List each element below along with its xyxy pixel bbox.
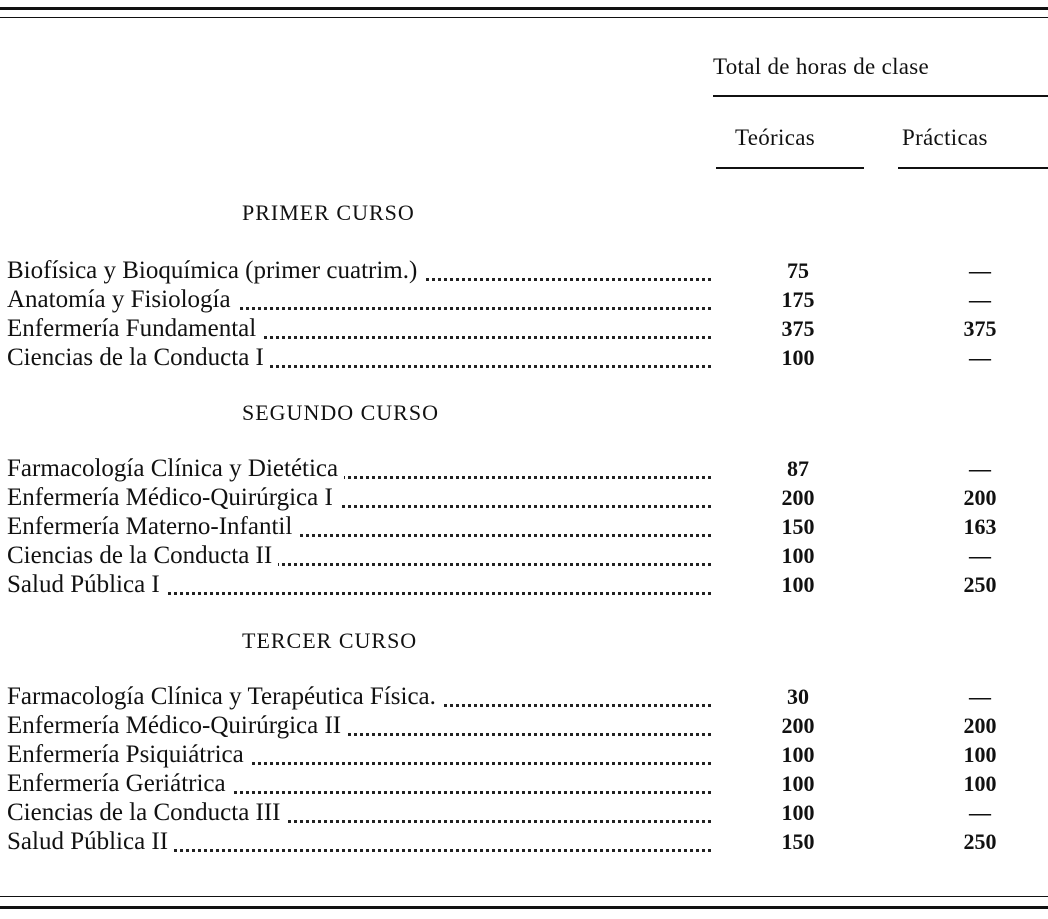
practicas-value: — (969, 456, 991, 481)
teoricas-value: 100 (781, 543, 815, 568)
table-row (0, 513, 1048, 541)
teoricas-value: 100 (781, 771, 815, 796)
table-row (0, 683, 1048, 711)
practicas-value: 200 (963, 713, 997, 738)
header-total-underline (713, 95, 1048, 97)
teoricas-value: 100 (781, 800, 815, 825)
subject-name: Enfermería Fundamental (7, 315, 711, 343)
subject-name: Salud Pública II (7, 828, 711, 856)
practicas-value: — (969, 684, 991, 709)
subject-name: Enfermería Médico-Quirúrgica I (7, 484, 711, 512)
teoricas-value: 87 (787, 456, 809, 481)
header-teoricas: Teóricas (735, 125, 815, 150)
practicas-value: 200 (963, 485, 997, 510)
teoricas-value: 100 (781, 345, 815, 370)
subject-name: Ciencias de la Conducta I (7, 344, 711, 372)
teoricas-value: 30 (787, 684, 809, 709)
table-row (0, 542, 1048, 570)
practicas-value: 100 (963, 742, 997, 767)
table-row (0, 741, 1048, 769)
subject-name: Biofísica y Bioquímica (primer cuatrim.) (7, 257, 711, 285)
subject-name: Ciencias de la Conducta III (7, 799, 711, 827)
practicas-value: 163 (963, 514, 997, 539)
table-row (0, 799, 1048, 827)
teoricas-value: 150 (781, 829, 815, 854)
teoricas-value: 100 (781, 742, 815, 767)
practicas-value: 250 (963, 572, 997, 597)
section-title-segundo-curso: SEGUNDO CURSO (242, 400, 439, 425)
teoricas-value: 200 (781, 485, 815, 510)
header-practicas-underline (898, 167, 1048, 169)
subject-name: Ciencias de la Conducta II (7, 542, 711, 570)
practicas-value: — (969, 258, 991, 283)
table-row (0, 571, 1048, 599)
practicas-value: — (969, 800, 991, 825)
table-row (0, 484, 1048, 512)
table-row (0, 257, 1048, 285)
table-row (0, 344, 1048, 372)
subject-name: Enfermería Materno-Infantil (7, 513, 711, 541)
subject-name: Enfermería Psiquiátrica (7, 741, 711, 769)
teoricas-value: 200 (781, 713, 815, 738)
subject-name: Salud Pública I (7, 571, 711, 599)
practicas-value: — (969, 287, 991, 312)
practicas-value: — (969, 543, 991, 568)
subject-name: Anatomía y Fisiología (7, 286, 711, 314)
subject-name: Farmacología Clínica y Terapéutica Física. (7, 683, 711, 711)
teoricas-value: 175 (781, 287, 815, 312)
table-row (0, 712, 1048, 740)
practicas-value: 375 (963, 316, 997, 341)
subject-name: Farmacología Clínica y Dietética (7, 455, 711, 483)
section-title-primer-curso: PRIMER CURSO (242, 200, 415, 225)
table-row (0, 455, 1048, 483)
subject-name: Enfermería Médico-Quirúrgica II (7, 712, 711, 740)
header-teoricas-underline (716, 167, 864, 169)
section-title-tercer-curso: TERCER CURSO (242, 628, 418, 653)
table-row (0, 770, 1048, 798)
subject-name: Enfermería Geriátrica (7, 770, 711, 798)
teoricas-value: 100 (781, 572, 815, 597)
practicas-value: — (969, 345, 991, 370)
practicas-value: 100 (963, 771, 997, 796)
header-total-hours: Total de horas de clase (713, 54, 930, 79)
header-practicas: Prácticas (902, 125, 988, 150)
table-row (0, 828, 1048, 856)
teoricas-value: 150 (781, 514, 815, 539)
practicas-value: 250 (963, 829, 997, 854)
teoricas-value: 75 (787, 258, 809, 283)
table-row (0, 286, 1048, 314)
table-row (0, 315, 1048, 343)
teoricas-value: 375 (781, 316, 815, 341)
